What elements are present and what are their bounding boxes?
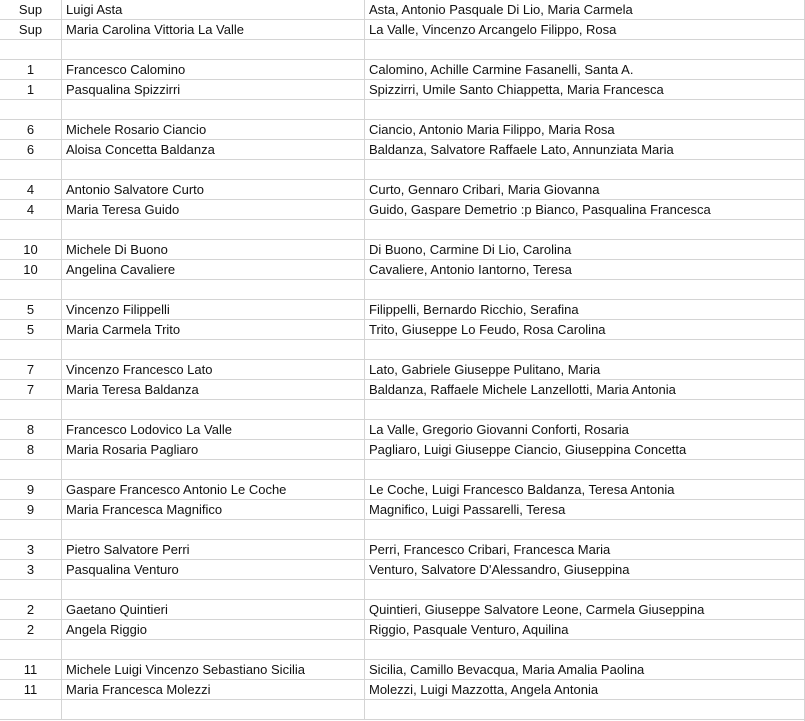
parents-cell[interactable]: Venturo, Salvatore D'Alessandro, Giuseppina bbox=[369, 562, 630, 577]
sup-cell[interactable] bbox=[0, 220, 62, 239]
table-row bbox=[0, 380, 804, 400]
parents-cell[interactable]: Asta, Antonio Pasquale Di Lio, Maria Carmela bbox=[369, 2, 633, 17]
sup-cell[interactable]: 5 bbox=[0, 320, 62, 339]
parents-cell[interactable]: Pagliaro, Luigi Giuseppe Ciancio, Giuseppina Concetta bbox=[369, 442, 687, 457]
table-row bbox=[0, 560, 804, 580]
sup-cell[interactable]: 6 bbox=[0, 140, 62, 159]
table-row bbox=[0, 60, 804, 80]
parents-cell[interactable]: Baldanza, Raffaele Michele Lanzellotti, Maria Antonia bbox=[369, 382, 676, 397]
table-row bbox=[0, 580, 804, 600]
parents-cell[interactable]: Curto, Gennaro Cribari, Maria Giovanna bbox=[369, 182, 600, 197]
table-row bbox=[0, 240, 804, 260]
table-row bbox=[0, 160, 804, 180]
table-row bbox=[0, 120, 804, 140]
table-row bbox=[0, 20, 804, 40]
parents-cell[interactable] bbox=[365, 100, 803, 119]
name-cell[interactable]: Maria Carmela Trito bbox=[62, 320, 365, 339]
name-cell[interactable]: Michele Luigi Vincenzo Sebastiano Sicilia bbox=[62, 660, 365, 679]
name-cell[interactable] bbox=[62, 520, 365, 539]
parents-cell[interactable]: Calomino, Achille Carmine Fasanelli, Santa A. bbox=[369, 62, 634, 77]
parents-cell[interactable] bbox=[365, 220, 803, 239]
table-row bbox=[0, 420, 804, 440]
name-cell[interactable]: Maria Francesca Magnifico bbox=[62, 500, 365, 519]
table-row bbox=[0, 460, 804, 480]
name-cell[interactable]: Gaetano Quintieri bbox=[62, 600, 365, 619]
sup-cell[interactable]: 3 bbox=[0, 540, 62, 559]
table-row bbox=[0, 500, 804, 520]
name-cell[interactable]: Michele Rosario Ciancio bbox=[62, 120, 365, 139]
name-cell[interactable]: Antonio Salvatore Curto bbox=[62, 180, 365, 199]
name-cell[interactable]: Luigi Asta bbox=[62, 0, 365, 19]
parents-cell[interactable] bbox=[365, 640, 803, 659]
parents-cell[interactable]: Di Buono, Carmine Di Lio, Carolina bbox=[369, 242, 572, 257]
name-cell[interactable] bbox=[62, 460, 365, 479]
sup-cell[interactable]: 11 bbox=[0, 660, 62, 679]
sup-cell[interactable]: 9 bbox=[0, 500, 62, 519]
parents-cell[interactable]: Molezzi, Luigi Mazzotta, Angela Antonia bbox=[369, 682, 599, 697]
sup-cell[interactable] bbox=[0, 460, 62, 479]
name-cell[interactable]: Angela Riggio bbox=[62, 620, 365, 639]
table-row bbox=[0, 140, 804, 160]
sup-cell[interactable] bbox=[0, 640, 62, 659]
sup-cell[interactable]: 5 bbox=[0, 300, 62, 319]
table-row bbox=[0, 260, 804, 280]
name-cell[interactable]: Pasqualina Spizzirri bbox=[62, 80, 365, 99]
table-row bbox=[0, 400, 804, 420]
parents-cell[interactable]: Trito, Giuseppe Lo Feudo, Rosa Carolina bbox=[369, 322, 606, 337]
name-cell[interactable] bbox=[62, 220, 365, 239]
sup-cell[interactable]: 8 bbox=[0, 440, 62, 459]
sup-cell[interactable]: 10 bbox=[0, 240, 62, 259]
table-row bbox=[0, 480, 804, 500]
sup-cell[interactable]: Sup bbox=[0, 0, 62, 19]
sup-cell[interactable] bbox=[0, 400, 62, 419]
name-cell[interactable]: Aloisa Concetta Baldanza bbox=[62, 140, 365, 159]
name-cell[interactable] bbox=[62, 340, 365, 359]
sup-cell[interactable] bbox=[0, 700, 62, 719]
table-row bbox=[0, 300, 804, 320]
parents-cell[interactable] bbox=[365, 40, 803, 59]
table-row bbox=[0, 360, 804, 380]
sup-cell[interactable]: 9 bbox=[0, 480, 62, 499]
table-row bbox=[0, 520, 804, 540]
parents-cell[interactable]: Riggio, Pasquale Venturo, Aquilina bbox=[369, 622, 569, 637]
sup-cell[interactable] bbox=[0, 580, 62, 599]
name-cell[interactable]: Maria Teresa Baldanza bbox=[62, 380, 365, 399]
sup-cell[interactable]: 11 bbox=[0, 680, 62, 699]
table-row bbox=[0, 40, 804, 60]
parents-cell[interactable]: Sicilia, Camillo Bevacqua, Maria Amalia Paolina bbox=[369, 662, 645, 677]
parents-cell[interactable]: Quintieri, Giuseppe Salvatore Leone, Carmela Giuseppina bbox=[369, 602, 705, 617]
sup-cell[interactable]: 1 bbox=[0, 60, 62, 79]
name-cell[interactable]: Pasqualina Venturo bbox=[62, 560, 365, 579]
parents-cell[interactable] bbox=[365, 340, 803, 359]
table-row bbox=[0, 700, 804, 720]
parents-cell[interactable] bbox=[365, 280, 803, 299]
sup-cell[interactable]: 1 bbox=[0, 80, 62, 99]
table-row bbox=[0, 660, 804, 680]
table-row bbox=[0, 220, 804, 240]
name-cell[interactable]: Maria Teresa Guido bbox=[62, 200, 365, 219]
name-cell[interactable]: Michele Di Buono bbox=[62, 240, 365, 259]
sup-cell[interactable]: 2 bbox=[0, 620, 62, 639]
name-cell[interactable]: Francesco Lodovico La Valle bbox=[62, 420, 365, 439]
sup-cell[interactable]: 4 bbox=[0, 180, 62, 199]
table-row bbox=[0, 280, 804, 300]
sup-cell[interactable] bbox=[0, 520, 62, 539]
name-cell[interactable] bbox=[62, 40, 365, 59]
sup-cell[interactable]: 10 bbox=[0, 260, 62, 279]
name-cell[interactable]: Maria Rosaria Pagliaro bbox=[62, 440, 365, 459]
name-cell[interactable]: Gaspare Francesco Antonio Le Coche bbox=[62, 480, 365, 499]
parents-cell[interactable]: Cavaliere, Antonio Iantorno, Teresa bbox=[369, 262, 572, 277]
table-row bbox=[0, 100, 804, 120]
parents-cell[interactable] bbox=[365, 460, 803, 479]
table-row bbox=[0, 0, 804, 20]
parents-cell[interactable]: Spizzirri, Umile Santo Chiappetta, Maria Francesca bbox=[369, 82, 664, 97]
sup-cell[interactable]: 7 bbox=[0, 380, 62, 399]
sup-cell[interactable]: 4 bbox=[0, 200, 62, 219]
parents-cell[interactable]: Perri, Francesco Cribari, Francesca Maria bbox=[369, 542, 611, 557]
parents-cell[interactable]: Lato, Gabriele Giuseppe Pulitano, Maria bbox=[369, 362, 601, 377]
name-cell[interactable] bbox=[62, 280, 365, 299]
name-cell[interactable]: Maria Carolina Vittoria La Valle bbox=[62, 20, 365, 39]
parents-cell[interactable] bbox=[365, 400, 803, 419]
name-cell[interactable] bbox=[62, 640, 365, 659]
name-cell[interactable]: Pietro Salvatore Perri bbox=[62, 540, 365, 559]
parents-cell[interactable]: La Valle, Vincenzo Arcangelo Filippo, Rosa bbox=[369, 22, 617, 37]
parents-cell[interactable]: Le Coche, Luigi Francesco Baldanza, Teresa Antonia bbox=[369, 482, 675, 497]
table-row bbox=[0, 540, 804, 560]
parents-cell[interactable] bbox=[365, 520, 803, 539]
name-cell[interactable]: Maria Francesca Molezzi bbox=[62, 680, 365, 699]
parents-cell[interactable]: Magnifico, Luigi Passarelli, Teresa bbox=[369, 502, 566, 517]
name-cell[interactable]: Vincenzo Filippelli bbox=[62, 300, 365, 319]
table-row bbox=[0, 640, 804, 660]
name-cell[interactable] bbox=[62, 580, 365, 599]
table-row bbox=[0, 80, 804, 100]
name-cell[interactable]: Angelina Cavaliere bbox=[62, 260, 365, 279]
table-row bbox=[0, 320, 804, 340]
table-row bbox=[0, 620, 804, 640]
name-cell[interactable] bbox=[62, 160, 365, 179]
parents-cell[interactable]: Filippelli, Bernardo Ricchio, Serafina bbox=[369, 302, 579, 317]
parents-cell[interactable] bbox=[365, 700, 803, 719]
table-row bbox=[0, 600, 804, 620]
sup-cell[interactable] bbox=[0, 340, 62, 359]
name-cell[interactable]: Francesco Calomino bbox=[62, 60, 365, 79]
parents-cell[interactable]: La Valle, Gregorio Giovanni Conforti, Rosaria bbox=[369, 422, 629, 437]
parents-cell[interactable]: Guido, Gaspare Demetrio :p Bianco, Pasqualina Francesca bbox=[369, 202, 711, 217]
name-cell[interactable] bbox=[62, 100, 365, 119]
sup-cell[interactable] bbox=[0, 40, 62, 59]
sup-cell[interactable] bbox=[0, 160, 62, 179]
table-row bbox=[0, 340, 804, 360]
parents-cell[interactable] bbox=[365, 580, 803, 599]
table-row bbox=[0, 680, 804, 700]
sup-cell[interactable] bbox=[0, 280, 62, 299]
sup-cell[interactable]: 8 bbox=[0, 420, 62, 439]
name-cell[interactable] bbox=[62, 400, 365, 419]
name-cell[interactable] bbox=[62, 700, 365, 719]
table-row bbox=[0, 180, 804, 200]
parents-cell[interactable] bbox=[365, 160, 803, 179]
table-row bbox=[0, 440, 804, 460]
table-row bbox=[0, 200, 804, 220]
sup-cell[interactable]: Sup bbox=[0, 20, 62, 39]
sup-cell[interactable]: 3 bbox=[0, 560, 62, 579]
sup-cell[interactable]: 6 bbox=[0, 120, 62, 139]
sup-cell[interactable] bbox=[0, 100, 62, 119]
sup-cell[interactable]: 2 bbox=[0, 600, 62, 619]
name-cell[interactable]: Vincenzo Francesco Lato bbox=[62, 360, 365, 379]
parents-cell[interactable]: Ciancio, Antonio Maria Filippo, Maria Rosa bbox=[369, 122, 615, 137]
sup-cell[interactable]: 7 bbox=[0, 360, 62, 379]
parents-cell[interactable]: Baldanza, Salvatore Raffaele Lato, Annunziata Maria bbox=[369, 142, 674, 157]
